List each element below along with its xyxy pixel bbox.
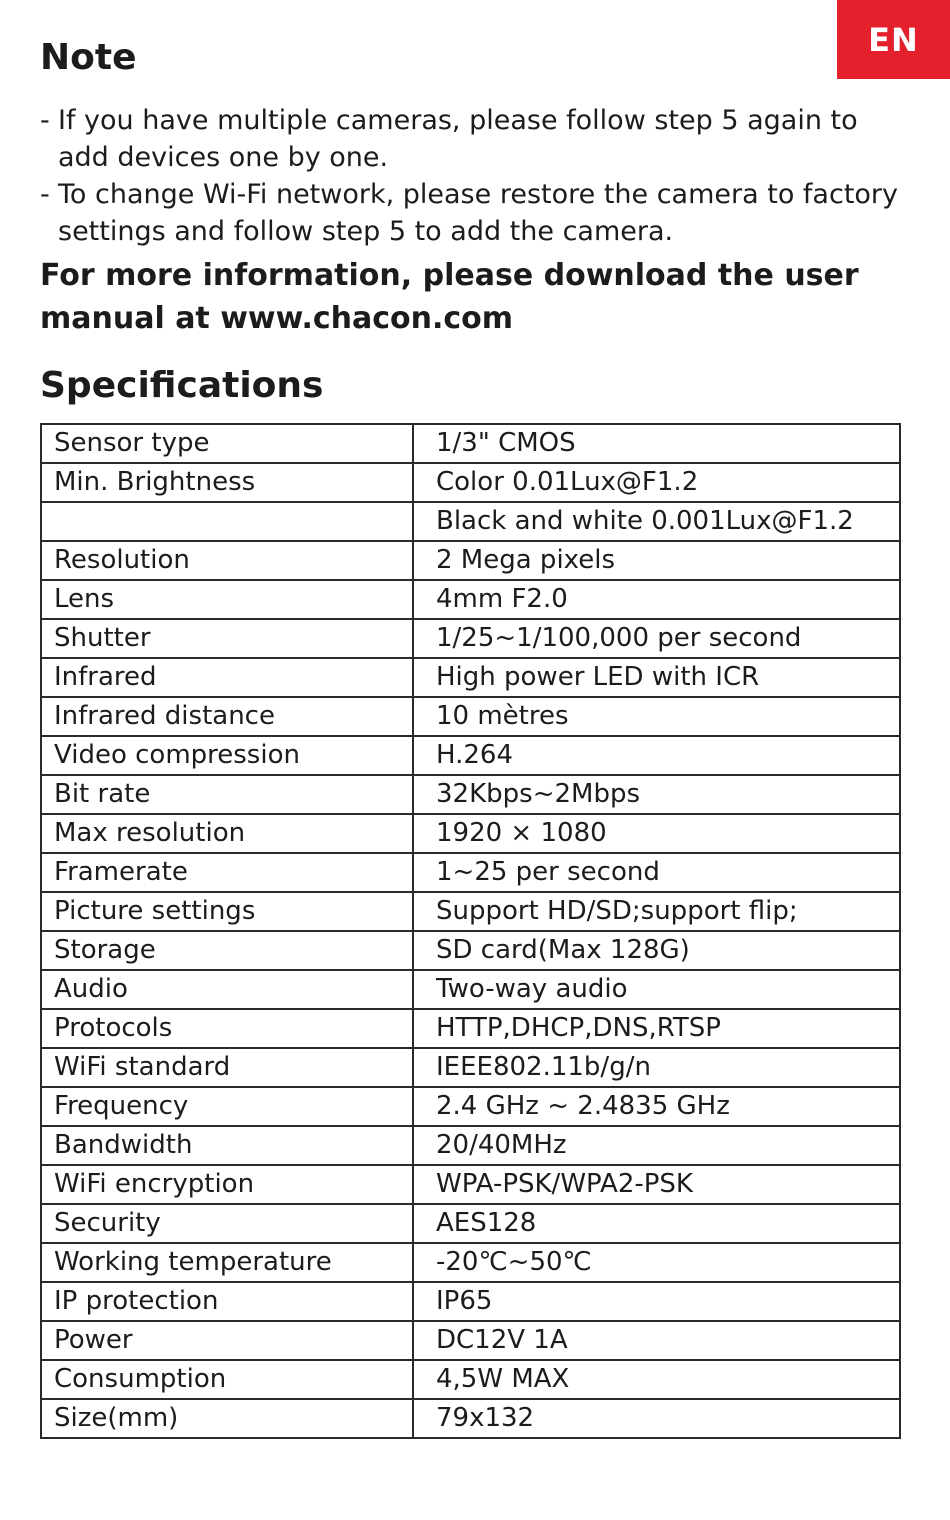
spec-label: WiFi standard [41, 1048, 413, 1087]
spec-value: WPA-PSK/WPA2-PSK [413, 1165, 900, 1204]
spec-label: Infrared distance [41, 697, 413, 736]
spec-row [41, 502, 900, 541]
spec-value: 2.4 GHz ~ 2.4835 GHz [413, 1087, 900, 1126]
spec-value: 1~25 per second [413, 853, 900, 892]
spec-label: Security [41, 1204, 413, 1243]
spec-value: Color 0.01Lux@F1.2 [413, 463, 900, 502]
spec-value: 1/25~1/100,000 per second [413, 619, 900, 658]
spec-label: Bit rate [41, 775, 413, 814]
spec-row [41, 580, 900, 619]
spec-label: Working temperature [41, 1243, 413, 1282]
spec-label: Video compression [41, 736, 413, 775]
spec-label: Max resolution [41, 814, 413, 853]
more-info-text: For more information, please download the user manual at www.chacon.com [40, 258, 859, 336]
spec-row [41, 1321, 900, 1360]
spec-row [41, 931, 900, 970]
spec-row [41, 775, 900, 814]
spec-value: IEEE802.11b/g/n [413, 1048, 900, 1087]
spec-label: Infrared [41, 658, 413, 697]
spec-label: Sensor type [41, 424, 413, 463]
spec-label: Audio [41, 970, 413, 1009]
spec-label: Consumption [41, 1360, 413, 1399]
spec-label: WiFi encryption [41, 1165, 413, 1204]
spec-value: 4,5W MAX [413, 1360, 900, 1399]
spec-row [41, 1009, 900, 1048]
spec-value: -20℃~50℃ [413, 1243, 900, 1282]
spec-row [41, 1165, 900, 1204]
spec-row [41, 1048, 900, 1087]
specifications-table [40, 423, 901, 1439]
spec-value: 4mm F2.0 [413, 580, 900, 619]
note-item: - If you have multiple cameras, please follow step 5 again to add devices one by one. [40, 102, 910, 176]
spec-value: 1/3" CMOS [413, 424, 900, 463]
spec-label: Framerate [41, 853, 413, 892]
spec-value: Two-way audio [413, 970, 900, 1009]
spec-label: Shutter [41, 619, 413, 658]
spec-value: 10 mètres [413, 697, 900, 736]
spec-row [41, 424, 900, 463]
spec-label: Power [41, 1321, 413, 1360]
spec-row [41, 970, 900, 1009]
spec-row [41, 853, 900, 892]
spec-row [41, 463, 900, 502]
note-list [40, 102, 910, 250]
spec-label: Lens [41, 580, 413, 619]
spec-row [41, 1399, 900, 1438]
spec-label: Bandwidth [41, 1126, 413, 1165]
spec-row [41, 658, 900, 697]
language-badge: EN [837, 0, 950, 79]
spec-value: 32Kbps~2Mbps [413, 775, 900, 814]
spec-value: 1920 × 1080 [413, 814, 900, 853]
spec-value: DC12V 1A [413, 1321, 900, 1360]
spec-value: 79x132 [413, 1399, 900, 1438]
spec-label: Resolution [41, 541, 413, 580]
spec-value: H.264 [413, 736, 900, 775]
spec-label: Storage [41, 931, 413, 970]
spec-row [41, 1360, 900, 1399]
spec-label: Frequency [41, 1087, 413, 1126]
spec-value: Black and white 0.001Lux@F1.2 [413, 502, 900, 541]
spec-value: 2 Mega pixels [413, 541, 900, 580]
spec-value: SD card(Max 128G) [413, 931, 900, 970]
spec-value: AES128 [413, 1204, 900, 1243]
spec-row [41, 814, 900, 853]
spec-row [41, 697, 900, 736]
spec-row [41, 1243, 900, 1282]
spec-row [41, 736, 900, 775]
spec-label: Protocols [41, 1009, 413, 1048]
specifications-heading: Specifications [40, 365, 324, 406]
spec-row [41, 1087, 900, 1126]
spec-row [41, 541, 900, 580]
spec-row [41, 1126, 900, 1165]
spec-row [41, 892, 900, 931]
spec-value: 20/40MHz [413, 1126, 900, 1165]
spec-row [41, 619, 900, 658]
spec-value: IP65 [413, 1282, 900, 1321]
spec-row [41, 1282, 900, 1321]
spec-label: Picture settings [41, 892, 413, 931]
spec-label: Min. Brightness [41, 463, 413, 502]
note-item: - To change Wi-Fi network, please restore the camera to factory settings and follow step 5 to add the camera. [40, 176, 910, 250]
note-heading: Note [40, 37, 137, 78]
spec-value: HTTP,DHCP,DNS,RTSP [413, 1009, 900, 1048]
spec-label: Size(mm) [41, 1399, 413, 1438]
spec-label [41, 502, 413, 541]
spec-label: IP protection [41, 1282, 413, 1321]
spec-row [41, 1204, 900, 1243]
spec-value: Support HD/SD;support flip; [413, 892, 900, 931]
spec-value: High power LED with ICR [413, 658, 900, 697]
